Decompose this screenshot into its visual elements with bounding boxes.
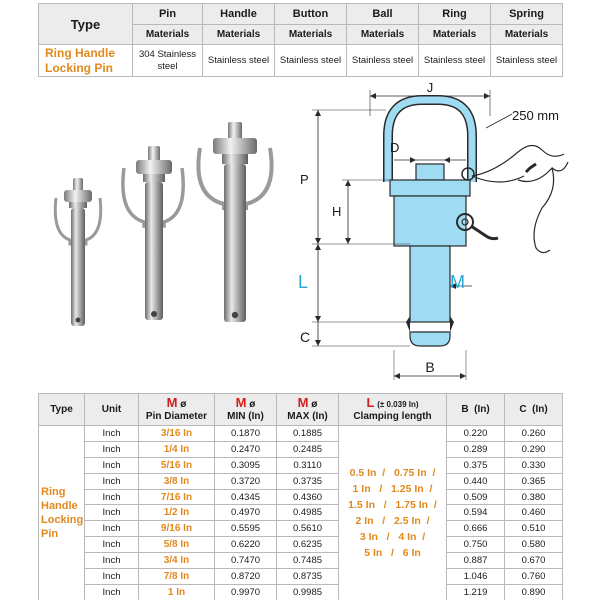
clamping-line: 0.5 In / 0.75 In /: [349, 466, 436, 479]
pin-large: [198, 122, 271, 322]
part-header: Button: [275, 4, 347, 25]
min-header: [215, 394, 277, 426]
b-cell: 0.666: [447, 521, 505, 537]
diameter-symbol: ø: [180, 398, 187, 410]
clamping-line: 3 In / 4 In /: [359, 530, 426, 543]
unit-cell: Inch: [85, 441, 139, 457]
dim-P: P: [300, 172, 309, 187]
table-row: [39, 457, 563, 473]
material-value: 304 Stainless steel: [133, 45, 203, 77]
pin-diameter-label: Pin Diameter: [145, 410, 208, 422]
c-header: [505, 394, 563, 426]
material-value: Stainless steel: [491, 45, 563, 77]
max-cell: 0.7485: [277, 553, 339, 569]
b-cell: 0.750: [447, 537, 505, 553]
c-cell: 0.510: [505, 521, 563, 537]
b-cell: 0.594: [447, 505, 505, 521]
c-cell: 0.580: [505, 537, 563, 553]
dim-J: J: [426, 80, 434, 95]
clamp-tolerance: (± 0.039 In): [377, 399, 419, 409]
part-header: Pin: [133, 4, 203, 25]
max-cell: 0.3735: [277, 473, 339, 489]
table-row: [39, 553, 563, 569]
min-cell: 0.4970: [215, 505, 277, 521]
b-cell: 0.509: [447, 489, 505, 505]
table-row: [39, 521, 563, 537]
diameter-symbol: ø: [311, 398, 318, 410]
unit-cell: Inch: [85, 584, 139, 600]
table-row: [39, 584, 563, 600]
pin-diameter-header: [139, 394, 215, 426]
l-symbol: L: [366, 394, 375, 410]
c-cell: 0.380: [505, 489, 563, 505]
min-cell: 0.2470: [215, 441, 277, 457]
table-row: [39, 505, 563, 521]
material-value: Stainless steel: [419, 45, 491, 77]
part-header: Spring: [491, 4, 563, 25]
pin-diameter-cell: 3/16 In: [139, 426, 215, 442]
materials-label: Materials: [203, 25, 275, 45]
c-cell: 0.890: [505, 584, 563, 600]
m-symbol: M: [297, 394, 309, 410]
min-cell: 0.8720: [215, 569, 277, 585]
min-cell: 0.3720: [215, 473, 277, 489]
max-header: [277, 394, 339, 426]
max-cell: 0.3110: [277, 457, 339, 473]
table-row: [39, 537, 563, 553]
b-cell: 0.440: [447, 473, 505, 489]
m-symbol: M: [166, 394, 178, 410]
materials-label: Materials: [491, 25, 563, 45]
dim-C: C: [300, 329, 311, 345]
clamping-length-cell: [339, 426, 447, 600]
materials-label: Materials: [347, 25, 419, 45]
dim-L: L: [298, 272, 309, 292]
max-label: MAX (In): [287, 410, 328, 422]
pin-diameter-cell: 1 In: [139, 584, 215, 600]
part-header: Ring: [419, 4, 491, 25]
max-cell: 0.2485: [277, 441, 339, 457]
pin-diameter-cell: 5/16 In: [139, 457, 215, 473]
min-cell: 0.6220: [215, 537, 277, 553]
unit-cell: Inch: [85, 426, 139, 442]
b-cell: 1.219: [447, 584, 505, 600]
min-cell: 0.7470: [215, 553, 277, 569]
unit-cell: Inch: [85, 505, 139, 521]
b-header: [447, 394, 505, 426]
max-cell: 0.4360: [277, 489, 339, 505]
max-cell: 0.9985: [277, 584, 339, 600]
pin-small: [55, 178, 100, 326]
max-cell: 0.6235: [277, 537, 339, 553]
material-value: Stainless steel: [203, 45, 275, 77]
unit-cell: Inch: [85, 569, 139, 585]
pin-diameter-cell: 9/16 In: [139, 521, 215, 537]
spec-header-row: [39, 394, 563, 426]
c-cell: 0.330: [505, 457, 563, 473]
clamping-line: 2 In / 2.5 In /: [355, 514, 430, 527]
product-name: Ring Handle Locking Pin: [39, 426, 85, 600]
clamping-line: 5 In / 6 In: [364, 546, 421, 559]
table-row: [39, 426, 563, 442]
c-unit: (In): [532, 403, 548, 415]
pin-diameter-cell: 7/8 In: [139, 569, 215, 585]
materials-table: [38, 3, 563, 77]
dim-D: D: [390, 140, 400, 155]
c-cell: 0.670: [505, 553, 563, 569]
min-label: MIN (In): [227, 410, 264, 422]
diameter-symbol: ø: [249, 398, 256, 410]
unit-cell: Inch: [85, 473, 139, 489]
part-header: Ball: [347, 4, 419, 25]
dim-H: H: [332, 204, 342, 219]
c-cell: 0.760: [505, 569, 563, 585]
pin-medium: [123, 146, 183, 320]
min-cell: 0.1870: [215, 426, 277, 442]
max-cell: 0.1885: [277, 426, 339, 442]
c-label: C: [519, 403, 527, 415]
product-photo: [40, 118, 280, 338]
table-row: [39, 441, 563, 457]
dim-M: M: [450, 272, 465, 292]
material-value: Stainless steel: [275, 45, 347, 77]
clamping-line: 1 In / 1.25 In /: [352, 482, 433, 495]
type-header: Type: [39, 394, 85, 426]
min-cell: 0.9970: [215, 584, 277, 600]
table-row: [39, 473, 563, 489]
b-unit: (In): [474, 403, 490, 415]
clamping-header: [339, 394, 447, 426]
materials-label: Materials: [133, 25, 203, 45]
c-cell: 0.290: [505, 441, 563, 457]
unit-header: Unit: [85, 394, 139, 426]
table-row: [39, 569, 563, 585]
min-cell: 0.4345: [215, 489, 277, 505]
clamping-line: 1.5 In / 1.75 In /: [348, 498, 437, 511]
part-header: Handle: [203, 4, 275, 25]
table-row: [39, 489, 563, 505]
b-cell: 0.375: [447, 457, 505, 473]
pin-diameter-cell: 3/8 In: [139, 473, 215, 489]
cable-length-label: 250 mm: [512, 108, 559, 123]
c-cell: 0.365: [505, 473, 563, 489]
unit-cell: Inch: [85, 521, 139, 537]
pin-diameter-cell: 1/2 In: [139, 505, 215, 521]
pin-diameter-cell: 1/4 In: [139, 441, 215, 457]
type-header: Type: [39, 4, 133, 45]
b-cell: 0.887: [447, 553, 505, 569]
max-cell: 0.5610: [277, 521, 339, 537]
dimension-diagram: [290, 80, 590, 382]
product-name: Ring Handle Locking Pin: [39, 45, 133, 77]
spec-table: [38, 393, 563, 600]
min-cell: 0.5595: [215, 521, 277, 537]
material-value: Stainless steel: [347, 45, 419, 77]
max-cell: 0.8735: [277, 569, 339, 585]
materials-label: Materials: [275, 25, 347, 45]
b-cell: 0.289: [447, 441, 505, 457]
m-symbol: M: [235, 394, 247, 410]
min-cell: 0.3095: [215, 457, 277, 473]
c-cell: 0.460: [505, 505, 563, 521]
c-cell: 0.260: [505, 426, 563, 442]
pin-diameter-cell: 5/8 In: [139, 537, 215, 553]
b-cell: 1.046: [447, 569, 505, 585]
b-label: B: [461, 403, 469, 415]
b-cell: 0.220: [447, 426, 505, 442]
unit-cell: Inch: [85, 537, 139, 553]
unit-cell: Inch: [85, 457, 139, 473]
dim-B: B: [425, 359, 435, 375]
pin-diameter-cell: 7/16 In: [139, 489, 215, 505]
clamping-label: Clamping length: [353, 410, 432, 422]
materials-label: Materials: [419, 25, 491, 45]
unit-cell: Inch: [85, 553, 139, 569]
max-cell: 0.4985: [277, 505, 339, 521]
pin-diameter-cell: 3/4 In: [139, 553, 215, 569]
unit-cell: Inch: [85, 489, 139, 505]
